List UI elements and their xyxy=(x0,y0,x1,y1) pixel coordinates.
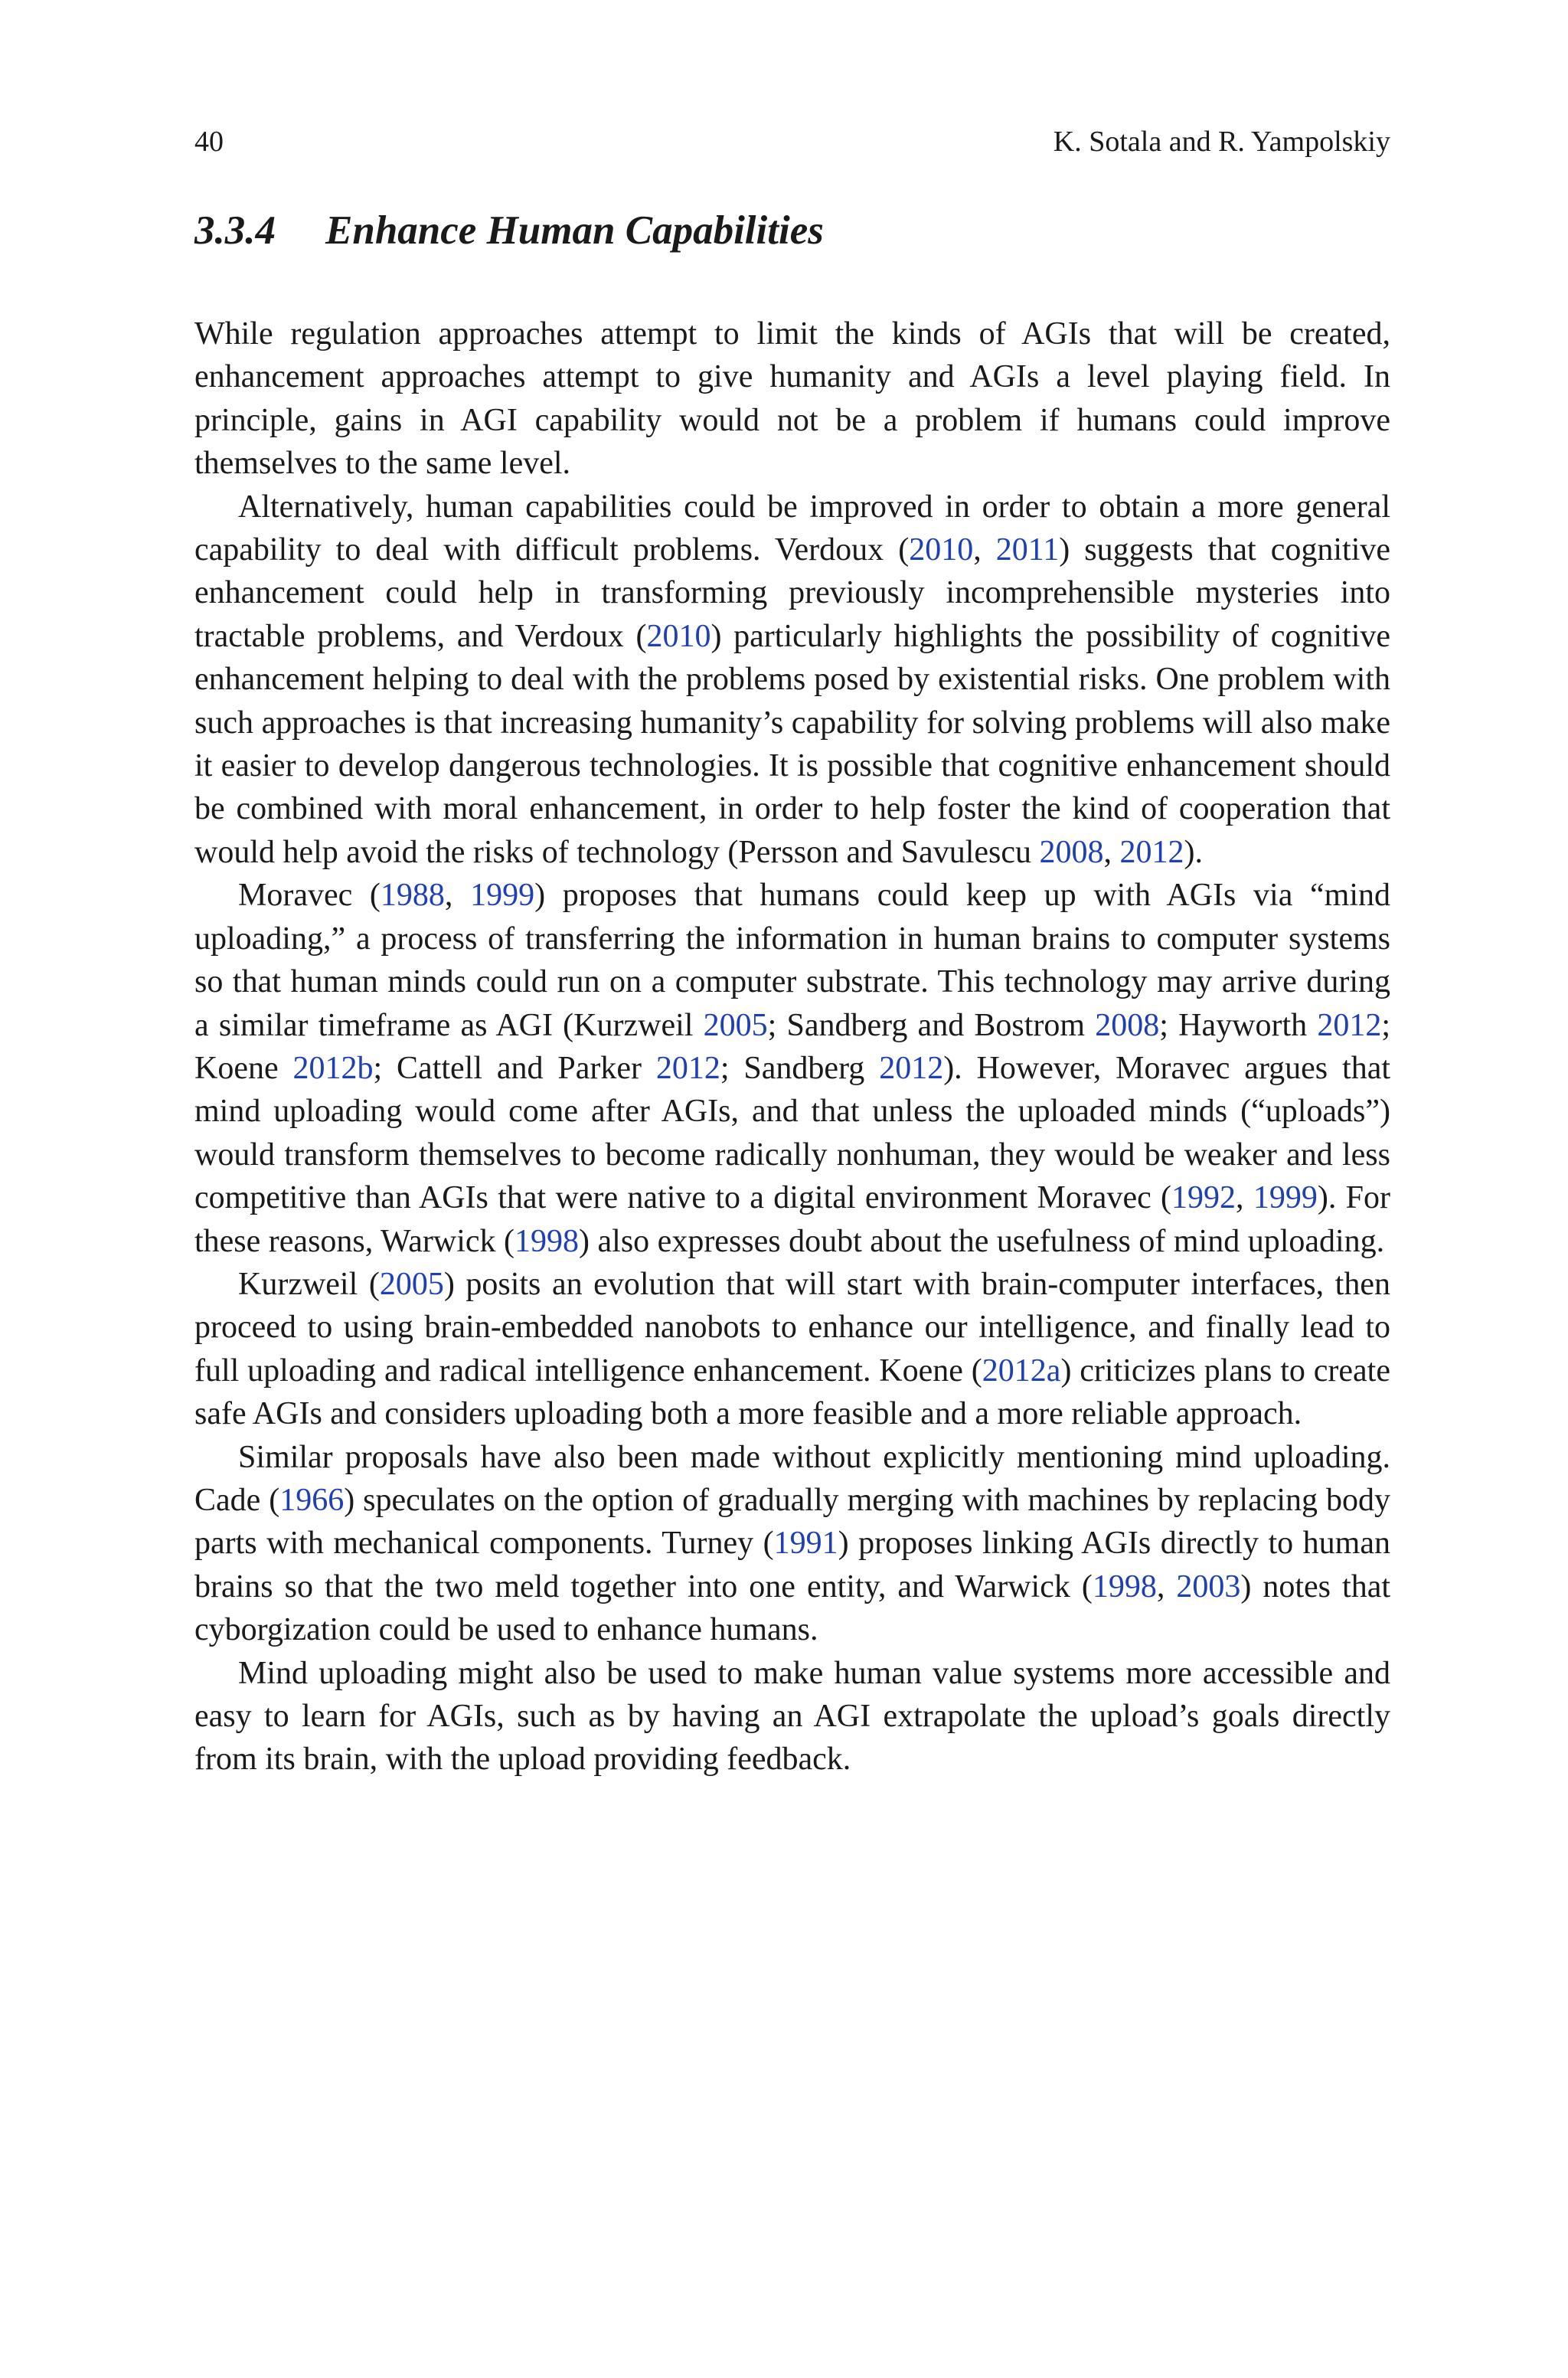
paragraph-text: , xyxy=(1103,834,1120,870)
paragraph-text: ) suggests that cognitive enhancement could help in transforming previously incomprehensible mysteries into tractable problems, and Verdoux ( xyxy=(194,532,1391,654)
citation-link[interactable]: 2012 xyxy=(655,1050,720,1086)
citation-link[interactable]: 1998 xyxy=(1092,1568,1157,1604)
citation-link[interactable]: 2012b xyxy=(292,1050,374,1086)
citation-link[interactable]: 2005 xyxy=(703,1007,768,1043)
paragraph xyxy=(194,312,1390,486)
paragraph-text: , xyxy=(444,878,471,914)
citation-link[interactable]: 2012a xyxy=(982,1353,1061,1389)
paragraph-text: ; Sandberg xyxy=(720,1050,880,1086)
citation-link[interactable]: 1991 xyxy=(773,1526,838,1562)
citation-link[interactable]: 1992 xyxy=(1171,1180,1236,1216)
paragraph-text: ) criticizes plans to create safe AGIs and considers uploading both a more feasible and a more reliable approach. xyxy=(194,1353,1390,1432)
paragraph xyxy=(194,874,1390,1263)
paragraph-text: ) also expresses doubt about the usefulness of mind uploading. xyxy=(579,1223,1385,1259)
citation-link[interactable]: 2008 xyxy=(1095,1007,1160,1043)
paragraph-text: ; Hayworth xyxy=(1159,1007,1318,1043)
paragraph-text: , xyxy=(1236,1180,1253,1216)
paragraph-text: ) proposes that humans could keep up with AGIs via “mind uploading,” a process of transferring the information in human brains to computer systems so that human minds could run on a computer substrate. This technology may arrive during a similar timeframe as AGI (Kurzweil xyxy=(194,878,1391,1043)
section-number: 3.3.4 xyxy=(194,208,276,253)
paragraph xyxy=(194,1652,1390,1781)
paragraph-text: ) particularly highlights the possibility of cognitive enhancement helping to deal with the problems posed by existential risks. One problem with such approaches is that increasing humanity’s capability for solving problems will also make it easier to develop dangerous technologies. It is possible that cognitive enhancement should be combined with moral enhancement, in order to help foster the kind of cooperation that would help avoid the risks of technology (Persson and Savulescu xyxy=(194,618,1391,870)
running-head xyxy=(194,123,1390,161)
citation-link[interactable]: 2010 xyxy=(909,532,974,568)
citation-link[interactable]: 2010 xyxy=(646,618,711,654)
paragraph xyxy=(194,486,1390,875)
section-heading xyxy=(194,204,824,257)
paragraph-text: , xyxy=(1156,1568,1177,1604)
paragraph-text: ). xyxy=(1184,834,1203,870)
paragraph-text: ; Cattell and Parker xyxy=(373,1050,656,1086)
citation-link[interactable]: 2012 xyxy=(1119,834,1184,870)
citation-link[interactable]: 2012 xyxy=(1317,1007,1382,1043)
citation-link[interactable]: 2011 xyxy=(995,532,1060,568)
running-head-authors: K. Sotala and R. Yampolskiy xyxy=(1053,126,1390,158)
paragraph-text: ) posits an evolution that will start with brain-computer interfaces, then proceed to using brain-embedded nanobots to enhance our intelligence, and finally lead to full uploading and radical intelligence enhancement. Koene ( xyxy=(194,1266,1390,1389)
paragraph-text: Moravec ( xyxy=(238,878,381,914)
paragraph-text: ) notes that cyborgization could be used to enhance humans. xyxy=(194,1568,1391,1648)
citation-link[interactable]: 1999 xyxy=(1253,1180,1318,1216)
paragraph-text: ; Sandberg and Bostrom xyxy=(767,1007,1096,1043)
section-title: Enhance Human Capabilities xyxy=(325,208,824,253)
citation-link[interactable]: 2005 xyxy=(379,1266,444,1302)
paragraph-text: Alternatively, human capabilities could be improved in order to obtain a more general capability to deal with difficult problems. Verdoux ( xyxy=(194,489,1390,568)
paragraph-text: ). For these reasons, Warwick ( xyxy=(194,1180,1390,1259)
citation-link[interactable]: 1999 xyxy=(470,878,535,914)
paragraph-text: Kurzweil ( xyxy=(238,1266,380,1302)
paragraph-text: , xyxy=(973,532,996,568)
paragraph-text: Mind uploading might also be used to make human value systems more accessible and easy to learn for AGIs, such as by having an AGI extrapolate the upload’s goals directly from its brain, with the upload providing feedback. xyxy=(194,1655,1390,1778)
body-text xyxy=(194,312,1390,1781)
paragraph xyxy=(194,1263,1390,1436)
citation-link[interactable]: 1998 xyxy=(514,1223,580,1259)
citation-link[interactable]: 2003 xyxy=(1176,1568,1241,1604)
paragraph-text: ) proposes linking AGIs directly to human brains so that the two meld together into one entity, and Warwick ( xyxy=(194,1526,1390,1604)
citation-link[interactable]: 2012 xyxy=(879,1050,944,1086)
paragraph-text: While regulation approaches attempt to limit the kinds of AGIs that will be created, enhancement approaches attempt to give humanity and AGIs a level playing field. In principle, gains in AGI capability would not be a problem if humans could improve themselves to the same level. xyxy=(194,316,1390,482)
paragraph-text: ) speculates on the option of gradually merging with machines by replacing body parts with mechanical components. Turney ( xyxy=(194,1482,1390,1562)
paragraph-text: ). However, Moravec argues that mind uploading would come after AGIs, and that unless the uploaded minds (“uploads”) would transform themselves to become radically nonhuman, they would be weaker and less competitive than AGIs that were native to a digital environment Moravec ( xyxy=(194,1050,1391,1216)
citation-link[interactable]: 1966 xyxy=(279,1482,345,1518)
paragraph xyxy=(194,1436,1390,1652)
page-number: 40 xyxy=(194,126,224,158)
paragraph-text: ; Koene xyxy=(194,1007,1390,1086)
paragraph-text: Similar proposals have also been made without explicitly mentioning mind uploading. Cade ( xyxy=(194,1439,1390,1518)
citation-link[interactable]: 2008 xyxy=(1039,834,1104,870)
citation-link[interactable]: 1988 xyxy=(380,878,445,914)
